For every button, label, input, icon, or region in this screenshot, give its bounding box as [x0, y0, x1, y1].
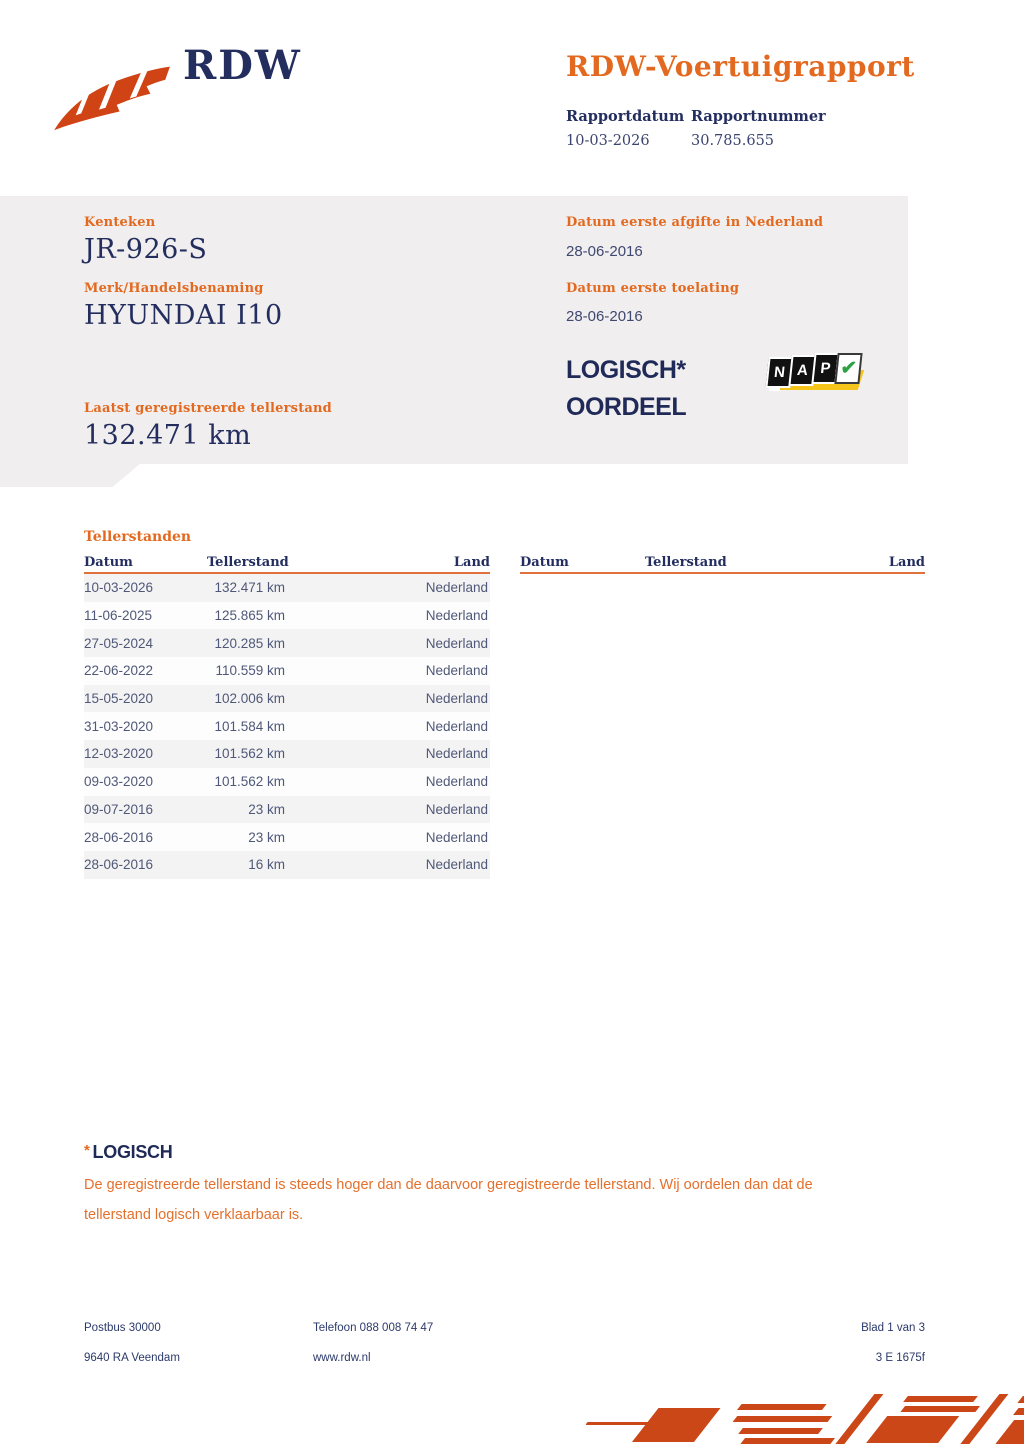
cell-datum: 28-06-2016: [84, 829, 154, 845]
col-datum: Datum: [520, 555, 569, 570]
assessment-heading-text: LOGISCH: [92, 1142, 173, 1162]
cell-land: Nederland: [425, 635, 488, 651]
col-land: Land: [888, 555, 925, 570]
cell-tellerstand: 101.562 km: [214, 746, 285, 762]
assessment-marker: *: [84, 1142, 90, 1159]
footer-phone: Telefoon 088 008 74 47: [313, 1322, 434, 1334]
cell-datum: 09-07-2016: [84, 801, 154, 817]
cell-land: Nederland: [425, 857, 488, 873]
table-row: [84, 574, 490, 602]
cell-datum: 15-05-2020: [84, 691, 154, 707]
cell-land: Nederland: [425, 691, 488, 707]
cell-tellerstand: 23 km: [248, 829, 285, 845]
table-row: [84, 740, 490, 768]
cell-tellerstand: 101.562 km: [214, 774, 285, 790]
check-mark-icon: [834, 353, 862, 384]
report-date-value: 10-03-2026: [566, 133, 650, 149]
table-row: [84, 712, 490, 740]
cell-datum: 11-06-2025: [84, 608, 153, 624]
cell-tellerstand: 125.865 km: [214, 608, 285, 624]
footer-address-line2: 9640 RA Veendam: [84, 1352, 180, 1364]
oordeel-verdict: [566, 352, 686, 426]
cell-tellerstand: 132.471 km: [214, 580, 285, 596]
cell-land: Nederland: [425, 774, 488, 790]
oordeel-line2: OORDEEL: [566, 393, 687, 421]
table-row: [84, 851, 490, 879]
cell-land: Nederland: [425, 718, 488, 734]
table-header-row: [520, 549, 925, 574]
tellerstand-rows: [84, 574, 490, 879]
merk-value: HYUNDAI I10: [84, 300, 283, 331]
toelating-label: Datum eerste toelating: [566, 281, 740, 296]
cell-land: Nederland: [425, 663, 488, 679]
footer-form-code: 3 E 1675f: [875, 1352, 925, 1364]
cell-land: Nederland: [425, 829, 488, 845]
page-title: RDW-Voertuigrapport: [566, 50, 915, 83]
tellerstand-label: Laatst geregistreerde tellerstand: [84, 401, 332, 416]
assessment-text: De geregistreerde tellerstand is steeds hoger dan de daarvoor geregistreerde tellerstand. Wij oordelen dan dat de tellerstand logisch verklaarbaar is.: [84, 1177, 813, 1223]
col-tellerstand: Tellerstand: [207, 555, 289, 570]
report-date-label: Rapportdatum: [566, 108, 685, 125]
table-row: [84, 629, 490, 657]
merk-label: Merk/Handelsbenaming: [84, 281, 264, 296]
kenteken-label: Kenteken: [84, 215, 156, 230]
footer-address-line1: Postbus 30000: [84, 1322, 161, 1334]
report-number-label: Rapportnummer: [691, 108, 826, 125]
nap-letter-p: P: [811, 353, 839, 384]
cell-datum: 27-05-2024: [84, 635, 154, 651]
afgifte-value: 28-06-2016: [566, 243, 643, 260]
rdw-swoosh-icon: [52, 48, 174, 132]
table-header-row: [84, 549, 490, 574]
tire-track-icon: [586, 1392, 1024, 1449]
report-number-value: 30.785.655: [691, 133, 775, 149]
cell-datum: 31-03-2020: [84, 718, 154, 734]
footer-website: www.rdw.nl: [313, 1352, 371, 1364]
rdw-logo-text: RDW: [183, 42, 302, 89]
cell-land: Nederland: [425, 746, 488, 762]
tellerstand-value: 132.471 km: [84, 420, 252, 451]
cell-datum: 12-03-2020: [84, 746, 154, 762]
table-row: [84, 657, 490, 685]
table-row: [84, 685, 490, 713]
cell-land: Nederland: [425, 608, 488, 624]
cell-tellerstand: 110.559 km: [215, 663, 285, 679]
cell-land: Nederland: [425, 801, 488, 817]
cell-datum: 22-06-2022: [84, 663, 154, 679]
cell-tellerstand: 16 km: [248, 857, 285, 873]
col-datum: Datum: [84, 555, 133, 570]
table-row: [84, 823, 490, 851]
footer-page-info: Blad 1 van 3: [861, 1322, 925, 1334]
cell-datum: 09-03-2020: [84, 774, 154, 790]
col-tellerstand: Tellerstand: [645, 555, 727, 570]
oordeel-line1: LOGISCH*: [566, 356, 686, 384]
toelating-value: 28-06-2016: [566, 308, 643, 325]
cell-tellerstand: 102.006 km: [214, 691, 285, 707]
nap-logo: [767, 353, 867, 395]
kenteken-value: JR-926-S: [84, 234, 208, 265]
nap-letter-n: N: [765, 357, 793, 388]
cell-tellerstand: 101.584 km: [214, 718, 285, 734]
col-land: Land: [453, 555, 490, 570]
tellerstanden-table-right: [520, 549, 925, 574]
table-row: [84, 768, 490, 796]
cell-tellerstand: 23 km: [248, 801, 285, 817]
cell-tellerstand: 120.285 km: [214, 635, 285, 651]
tellerstanden-heading: Tellerstanden: [84, 529, 192, 545]
table-row: [84, 796, 490, 824]
tellerstanden-table-left: [84, 549, 490, 879]
cell-datum: 10-03-2026: [84, 580, 154, 596]
cell-datum: 28-06-2016: [84, 857, 154, 873]
afgifte-label: Datum eerste afgifte in Nederland: [566, 215, 824, 230]
assessment-heading: [84, 1142, 172, 1163]
nap-letter-a: A: [788, 355, 816, 386]
cell-land: Nederland: [425, 580, 488, 596]
table-row: [84, 602, 490, 630]
